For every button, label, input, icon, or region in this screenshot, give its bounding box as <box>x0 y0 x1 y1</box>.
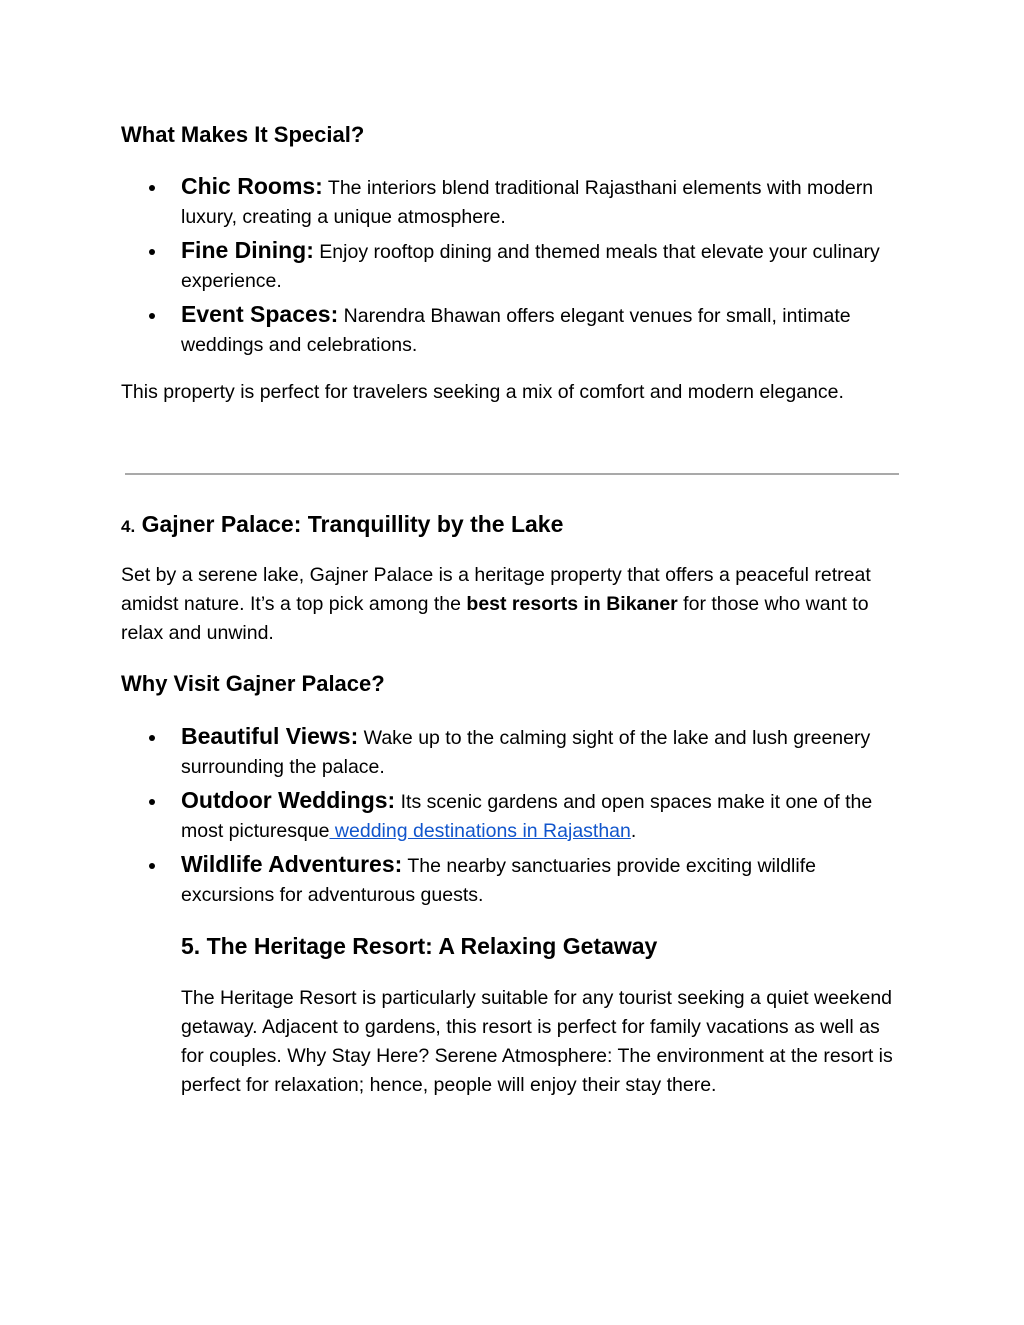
item-lead: Outdoor Weddings: <box>181 787 396 813</box>
item-lead: Fine Dining: <box>181 237 314 263</box>
bullet-icon <box>149 799 155 805</box>
bullet-icon <box>149 313 155 319</box>
intro-text-end: for those who want to relax and unwind. <box>121 593 869 644</box>
section-title: Gajner Palace: Tranquillity by the Lake <box>135 511 564 537</box>
item-text: Wake up to the calming sight of the lake and lush greenery surrounding the palace. <box>181 727 871 778</box>
bullet-icon <box>149 863 155 869</box>
why-visit-list <box>121 722 901 914</box>
list-item <box>121 722 901 782</box>
list-item <box>121 172 901 232</box>
item-text: The interiors blend traditional Rajasthani elements with modern luxury, creating a unique atmosphere. <box>181 177 874 228</box>
section-heading-what-makes-special: What Makes It Special? <box>121 122 365 147</box>
item-lead: Event Spaces: <box>181 301 339 327</box>
heritage-resort-paragraph: The Heritage Resort is particularly suitable for any tourist seeking a quiet weekend getaway. Adjacent to gardens, this resort is perfect for family vacations as well as for couples. Why Stay Here? Serene Atmosphere: The environment at the resort is perfect for relaxation; hence, people will enjoy their stay there. <box>181 987 893 1096</box>
horizontal-divider <box>125 473 899 475</box>
bullet-icon <box>149 735 155 741</box>
item-text: The nearby sanctuaries provide exciting wildlife excursions for adventurous guests. <box>181 855 816 906</box>
intro-text: Set by a serene lake, Gajner Palace is a heritage property that offers a peaceful retreat amidst nature. It’s a top pick among the <box>121 564 871 615</box>
item-lead: Chic Rooms: <box>181 173 323 199</box>
item-text: Enjoy rooftop dining and themed meals that elevate your culinary experience. <box>181 241 880 292</box>
section-heading-heritage-resort: 5. The Heritage Resort: A Relaxing Getaway <box>181 933 658 959</box>
list-item <box>121 236 901 296</box>
gajner-intro-paragraph <box>121 561 911 648</box>
list-item <box>121 786 901 846</box>
wedding-destinations-link[interactable]: wedding destinations in Rajasthan <box>329 820 631 842</box>
item-lead: Wildlife Adventures: <box>181 851 403 877</box>
item-text: Its scenic gardens and open spaces make it one of the most picturesque <box>181 791 873 842</box>
bullet-icon <box>149 249 155 255</box>
special-features-list <box>121 172 901 364</box>
item-text-end: . <box>630 820 637 842</box>
list-item <box>121 850 901 910</box>
item-text: Narendra Bhawan offers elegant venues for small, intimate weddings and celebrations. <box>181 305 851 356</box>
intro-bold-text: best resorts in Bikaner <box>466 593 678 615</box>
list-item <box>121 300 901 360</box>
bullet-icon <box>149 185 155 191</box>
closing-paragraph: This property is perfect for travelers seeking a mix of comfort and modern elegance. <box>121 381 844 403</box>
section-heading-why-visit: Why Visit Gajner Palace? <box>121 671 385 696</box>
item-lead: Beautiful Views: <box>181 723 359 749</box>
section-number: 4. <box>121 517 136 536</box>
section-heading-gajner-palace <box>121 510 563 541</box>
